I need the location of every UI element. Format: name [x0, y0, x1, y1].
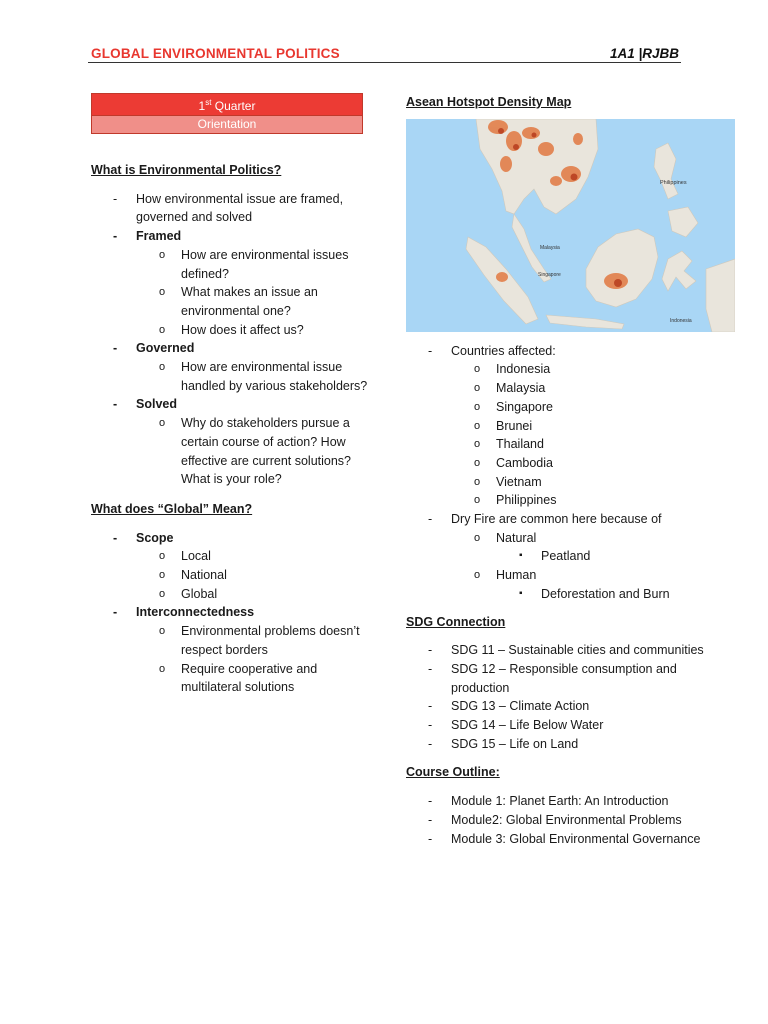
list-item: - How environmental issue are framed, governed and solved — [91, 190, 376, 227]
list-item-interconnectedness: - Interconnectedness — [91, 603, 376, 622]
list-item: o Why do stakeholders pursue a certain course of action? How effective are current solutions? What is your role? — [91, 414, 376, 489]
map-label-malaysia: Malaysia — [540, 244, 560, 251]
right-column — [406, 93, 736, 848]
list-item: o National — [91, 566, 376, 585]
left-column — [91, 93, 376, 697]
list-item-sdg: - SDG 14 – Life Below Water — [406, 716, 736, 735]
module-list — [406, 792, 736, 848]
map-label-philippines: Philippines — [660, 179, 687, 186]
header-rule — [88, 62, 681, 63]
countries-list — [406, 342, 736, 604]
list-item-country: o Brunei — [406, 417, 736, 436]
heading-global-meaning: What does “Global” Mean? — [91, 501, 253, 516]
document-code: 1A1 |RJBB — [609, 46, 679, 61]
list-item-peatland: ▪ Peatland — [406, 547, 736, 566]
heading-course-outline: Course Outline: — [406, 765, 500, 780]
heading-environmental-politics: What is Environmental Politics? — [91, 163, 282, 177]
list-item-module: - Module 1: Planet Earth: An Introduction — [406, 792, 736, 811]
list-item: o How does it affect us? — [91, 321, 376, 340]
quarter-label: 1st Quarter — [92, 94, 362, 116]
list-item-module: - Module 3: Global Environmental Governance — [406, 830, 736, 849]
list-item-human: o Human — [406, 566, 736, 585]
hotspot-density-map — [406, 119, 735, 332]
global-meaning-list — [91, 529, 376, 697]
list-item-country: o Singapore — [406, 398, 736, 417]
list-item-natural: o Natural — [406, 529, 736, 548]
list-item-sdg: - SDG 13 – Climate Action — [406, 697, 736, 716]
list-item-deforestation: ▪ Deforestation and Burn — [406, 585, 736, 604]
list-item-solved: - Solved — [91, 395, 376, 414]
list-item: o What makes an issue an environmental one? — [91, 283, 376, 320]
quarter-box — [91, 93, 363, 134]
map-label-singapore: Singapore — [538, 271, 561, 278]
env-politics-list — [91, 190, 376, 489]
list-item-sdg: - SDG 12 – Responsible consumption and production — [406, 660, 736, 697]
list-item-country: o Malaysia — [406, 379, 736, 398]
list-item-module: - Module2: Global Environmental Problems — [406, 811, 736, 830]
list-item: o Require cooperative and multilateral solutions — [91, 660, 376, 697]
list-item-country: o Philippines — [406, 491, 736, 510]
list-item-sdg: - SDG 15 – Life on Land — [406, 735, 736, 754]
list-item-country: o Thailand — [406, 435, 736, 454]
map-image — [406, 119, 735, 332]
list-item-governed: - Governed — [91, 339, 376, 358]
sdg-list — [406, 641, 736, 753]
list-item: o How are environmental issues defined? — [91, 246, 376, 283]
list-item-countries-label: - Countries affected: — [406, 342, 736, 361]
map-label-indonesia: Indonesia — [670, 317, 692, 324]
list-item-sdg: - SDG 11 – Sustainable cities and communities — [406, 641, 736, 660]
list-item-framed: - Framed — [91, 227, 376, 246]
list-item: o Local — [91, 547, 376, 566]
list-item-country: o Indonesia — [406, 360, 736, 379]
list-item-dry-fire: - Dry Fire are common here because of — [406, 510, 736, 529]
heading-sdg: SDG Connection — [406, 614, 506, 629]
list-item-country: o Vietnam — [406, 473, 736, 492]
document-title: GLOBAL ENVIRONMENTAL POLITICS — [91, 46, 340, 61]
list-item: o Environmental problems doesn’t respect borders — [91, 622, 376, 659]
list-item-country: o Cambodia — [406, 454, 736, 473]
list-item-scope: - Scope — [91, 529, 376, 548]
list-item: o How are environmental issue handled by various stakeholders? — [91, 358, 376, 395]
orientation-label: Orientation — [92, 116, 362, 133]
list-item: o Global — [91, 585, 376, 604]
heading-map: Asean Hotspot Density Map — [406, 95, 572, 109]
